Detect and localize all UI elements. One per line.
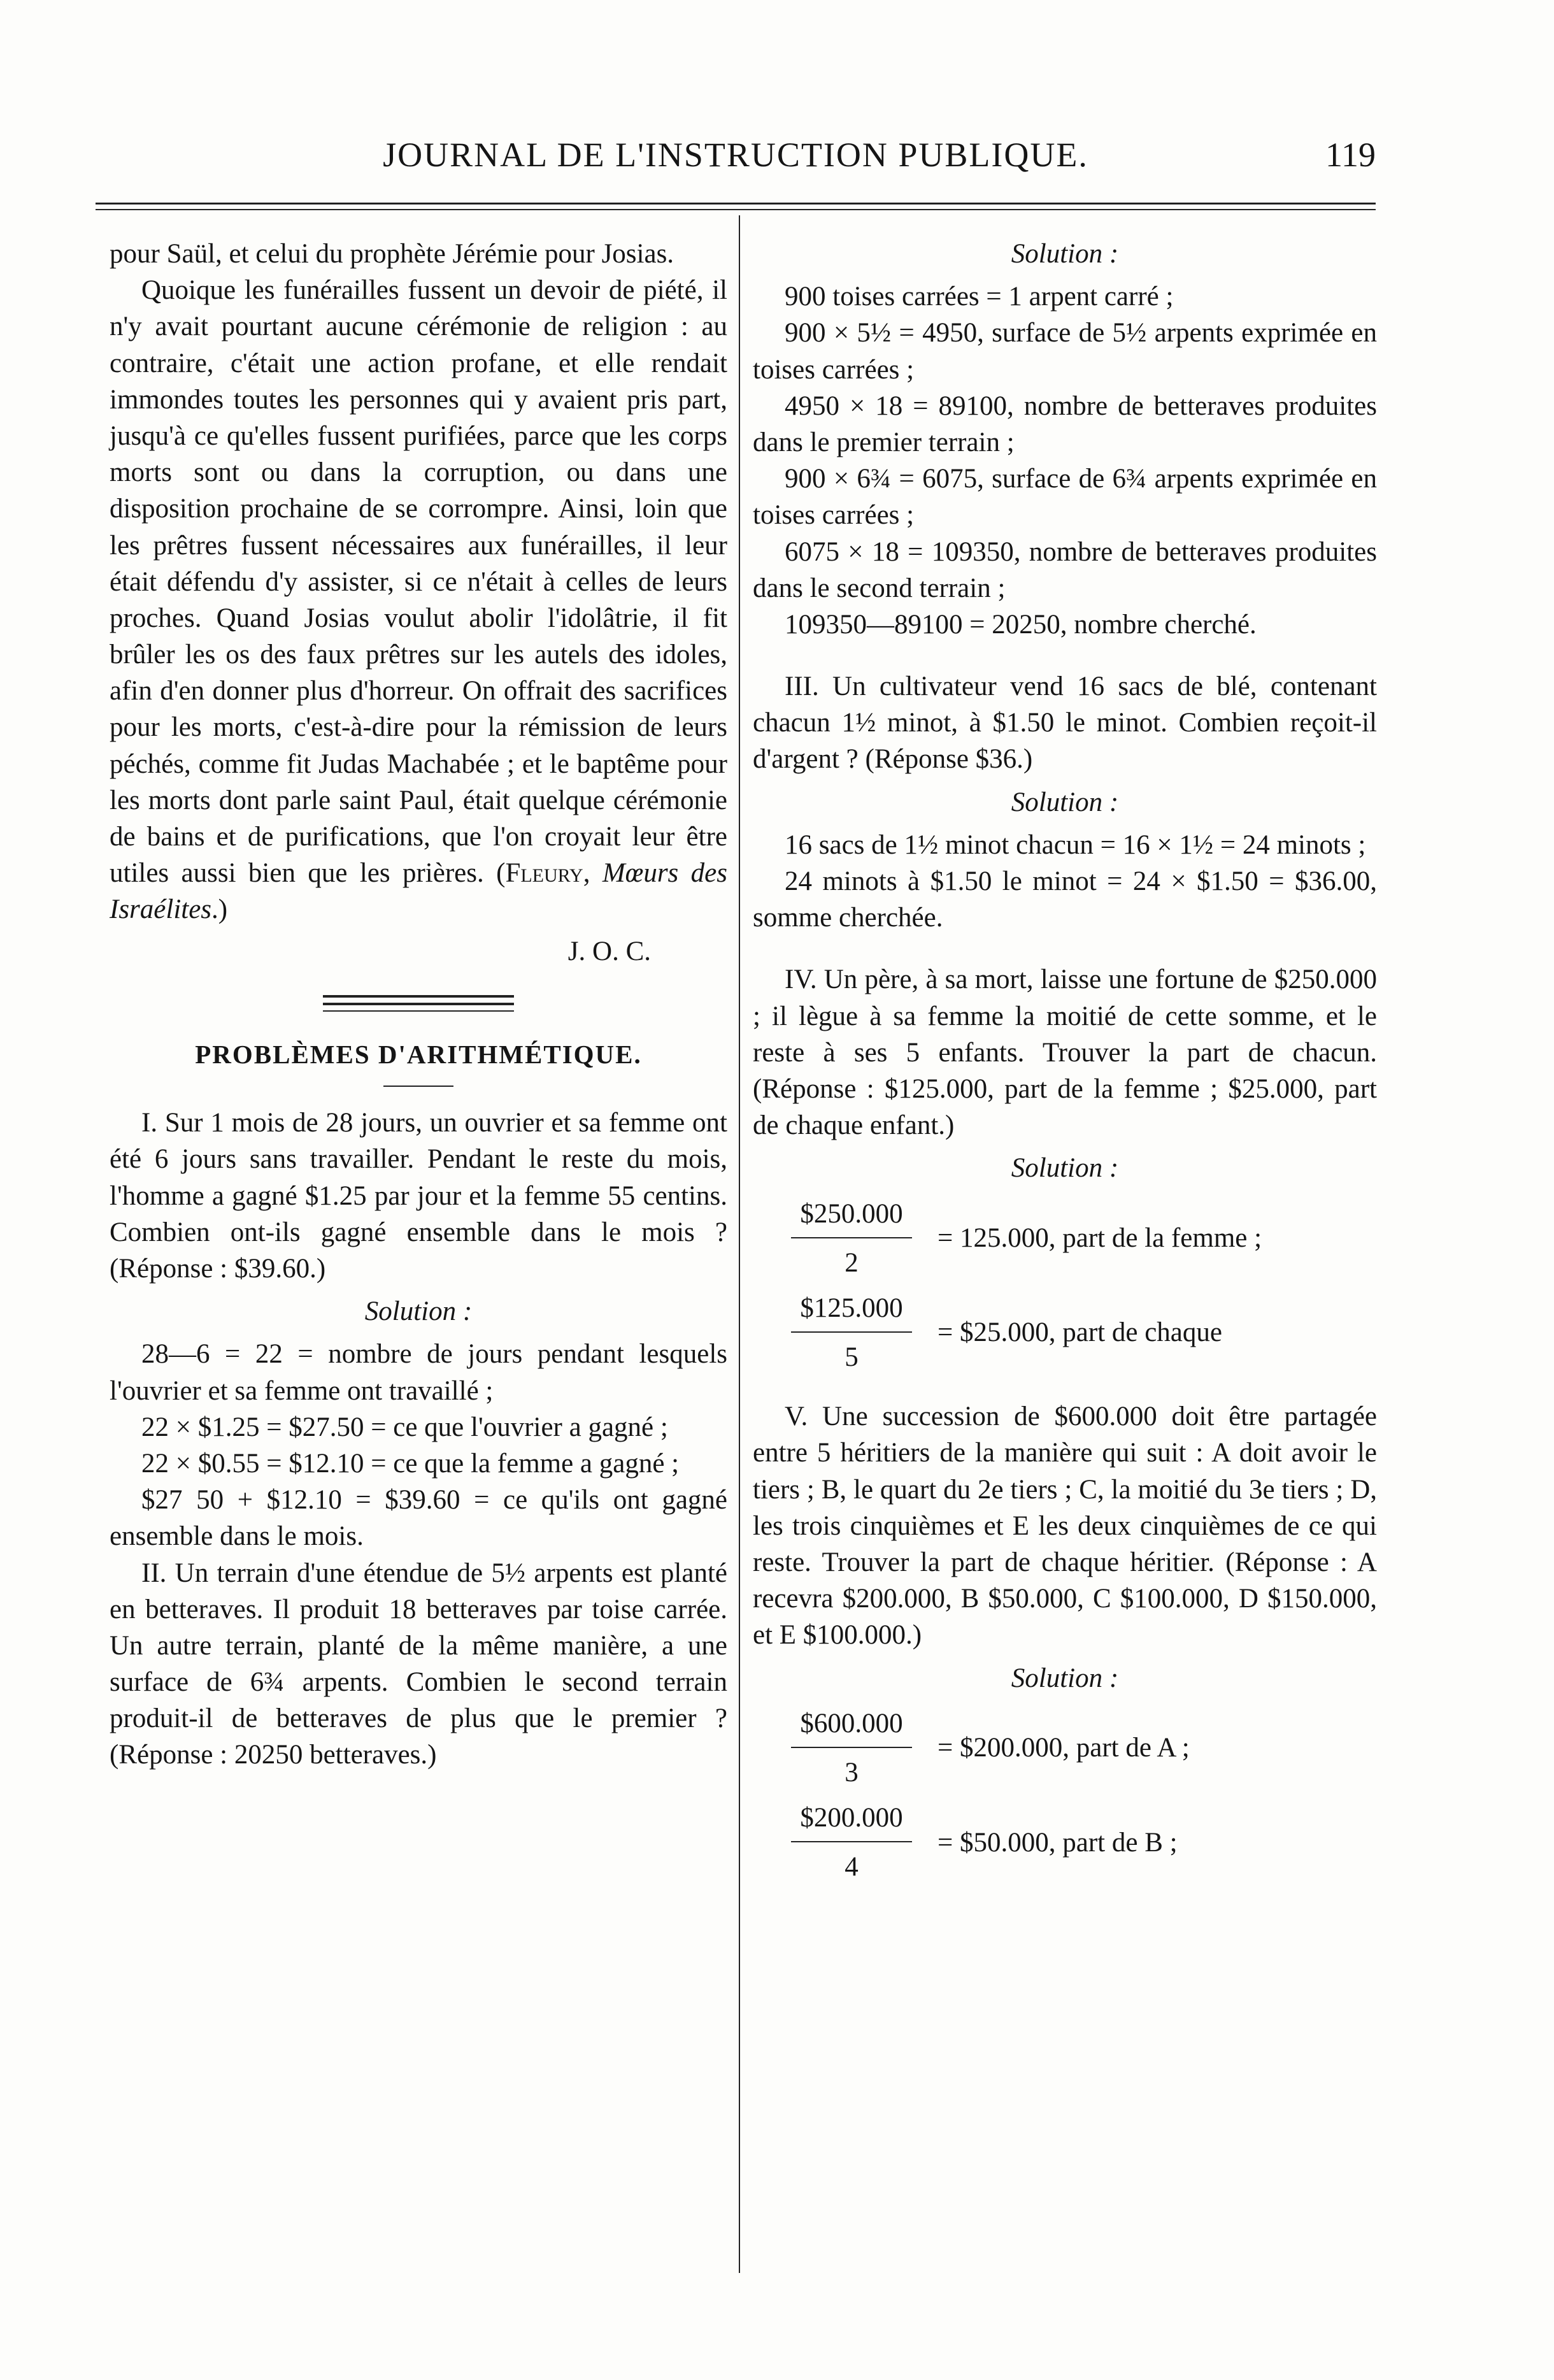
solution-line: 900 toises carrées = 1 arpent carré ; [785,282,1174,312]
author-name: Fleury [505,858,583,889]
solution-line: 28—6 = 22 = nombre de jours pendant lesquels l'ouvrier et sa femme ont travaillé ; [110,1339,727,1406]
problem-3: III. Un cultivateur vend 16 sacs de blé, contenant chacun 1½ minot, à $1.50 le minot. Combien reçoit-il d'argent ? (Réponse $36.) [753,671,1377,775]
solution-line: 4950 × 18 = 89100, nombre de betteraves produites dans le premier terrain ; [753,391,1377,457]
solution-label: Solution : [1011,787,1119,817]
solution-label: Solution : [1011,239,1119,269]
solution-line: $27 50 + $12.10 = $39.60 = ce qu'ils ont gagné ensemble dans le mois. [110,1485,727,1552]
fraction-equation [778,1196,1377,1281]
section-title: PROBLÈMES D'ARITHMÉTIQUE. [195,1039,642,1069]
numerator: $600.000 [800,1708,903,1738]
paragraph: Quoique les funérailles fussent un devoir de piété, il n'y avait pourtant aucune cérémonie de religion : au contraire, c'était une action profane, et elle rendait immondes toutes les personnes qui y avaient pris part, jusqu'à ce qu'elles fussent purifiées, parce que les corps morts sont ou dans la corruption, ou dans une disposition prochaine de se corrompre. Ainsi, loin que les prêtres fussent nécessaires aux funérailles, il leur était défendu d'y assister, si ce n'était à celles de leurs proches. Quand Josias voulut abolir l'idolâtrie, il fit brûler les os des faux prêtres sur les autels des idoles, afin d'en donner plus d'horreur. On offrait des sacrifices pour les morts, c'est-à-dire pour la rémission de leurs péchés, comme fit Judas Machabée ; et le baptême pour les morts dont parle saint Paul, était quelque cérémonie de bains et de purifications, que l'on croyait leur être utiles aussi bien que les prières. (Fleury, Mœurs des Israélites.) [110,275,728,925]
left-column [110,236,727,1774]
result: = $200.000, part de A ; [937,1733,1190,1763]
numerator: $250.000 [800,1198,903,1229]
numerator: $125.000 [800,1293,903,1323]
header-rule-thin [96,209,1376,210]
header-rule [96,203,1376,204]
denominator: 5 [845,1342,859,1373]
ornamental-rule [323,995,514,1012]
work-title: Mœurs des Israélites [110,858,728,925]
result: = $50.000, part de B ; [937,1827,1178,1858]
solution-line: 6075 × 18 = 109350, nombre de betteraves produites dans le second terrain ; [753,536,1377,603]
right-column [753,236,1377,1895]
solution-label: Solution : [1011,1663,1119,1693]
solution-line: 22 × $0.55 = $12.10 = ce que la femme a gagné ; [141,1448,680,1479]
signature: J. O. C. [567,936,651,966]
solution-line: 22 × $1.25 = $27.50 = ce que l'ouvrier a gagné ; [141,1412,668,1442]
journal-title: JOURNAL DE L'INSTRUCTION PUBLIQUE. [383,136,1088,174]
column-divider [739,215,740,2273]
solution-label: Solution : [1011,1153,1119,1184]
short-rule [383,1086,453,1087]
fraction-equation [778,1290,1377,1375]
problem-5: V. Une succession de $600.000 doit être partagée entre 5 héritiers de la manière qui suit : A doit avoir le tiers ; B, le quart du 2e tiers ; C, la moitié du 3e tiers ; D, les trois cinquièmes et E les deux cinquièmes de ce qui reste. Trouver la part de chaque héritier. (Réponse : A recevra $200.000, B $50.000, C $100.000, D $150.000, et E $100.000.) [753,1401,1377,1651]
denominator: 2 [845,1247,859,1278]
result: = 125.000, part de la femme ; [937,1223,1262,1254]
solution-line: 24 minots à $1.50 le minot = 24 × $1.50 = $36.00, somme cherchée. [753,866,1377,933]
solution-line: 109350—89100 = 20250, nombre cherché. [785,609,1257,640]
solution-label: Solution : [364,1296,473,1327]
denominator: 4 [845,1852,859,1882]
paragraph: pour Saül, et celui du prophète Jérémie pour Josias. [110,239,674,269]
numerator: $200.000 [800,1803,903,1833]
solution-line: 900 × 5½ = 4950, surface de 5½ arpents exprimée en toises carrées ; [753,318,1377,385]
problem-1: I. Sur 1 mois de 28 jours, un ouvrier et sa femme ont été 6 jours sans travailler. Pendant le reste du mois, l'homme a gagné $1.25 par jour et la femme 55 centins. Combien ont-ils gagné ensemble dans le mois ? (Réponse : $39.60.) [110,1108,727,1284]
problem-4: IV. Un père, à sa mort, laisse une fortune de $250.000 ; il lègue à sa femme la moitié de cette somme, et le reste à ses 5 enfants. Trouver la part de chacun. (Réponse : $125.000, part de la femme ; $25.000, part de chaque enfant.) [753,964,1377,1141]
result: = $25.000, part de chaque [937,1317,1222,1348]
solution-line: 16 sacs de 1½ minot chacun = 16 × 1½ = 24 minots ; [785,829,1366,860]
solution-line: 900 × 6¾ = 6075, surface de 6¾ arpents exprimée en toises carrées ; [753,464,1377,531]
problem-2: II. Un terrain d'une étendue de 5½ arpents est planté en betteraves. Il produit 18 betteraves par toise carrée. Un autre terrain, planté de la même manière, a une surface de 6¾ arpents. Combien le second terrain produit-il de betteraves de plus que le premier ? (Réponse : 20250 betteraves.) [110,1558,727,1770]
fraction-equation [778,1705,1377,1791]
fraction-equation [778,1800,1377,1885]
denominator: 3 [845,1757,859,1788]
running-header [96,135,1376,180]
page-number: 119 [1325,136,1376,174]
